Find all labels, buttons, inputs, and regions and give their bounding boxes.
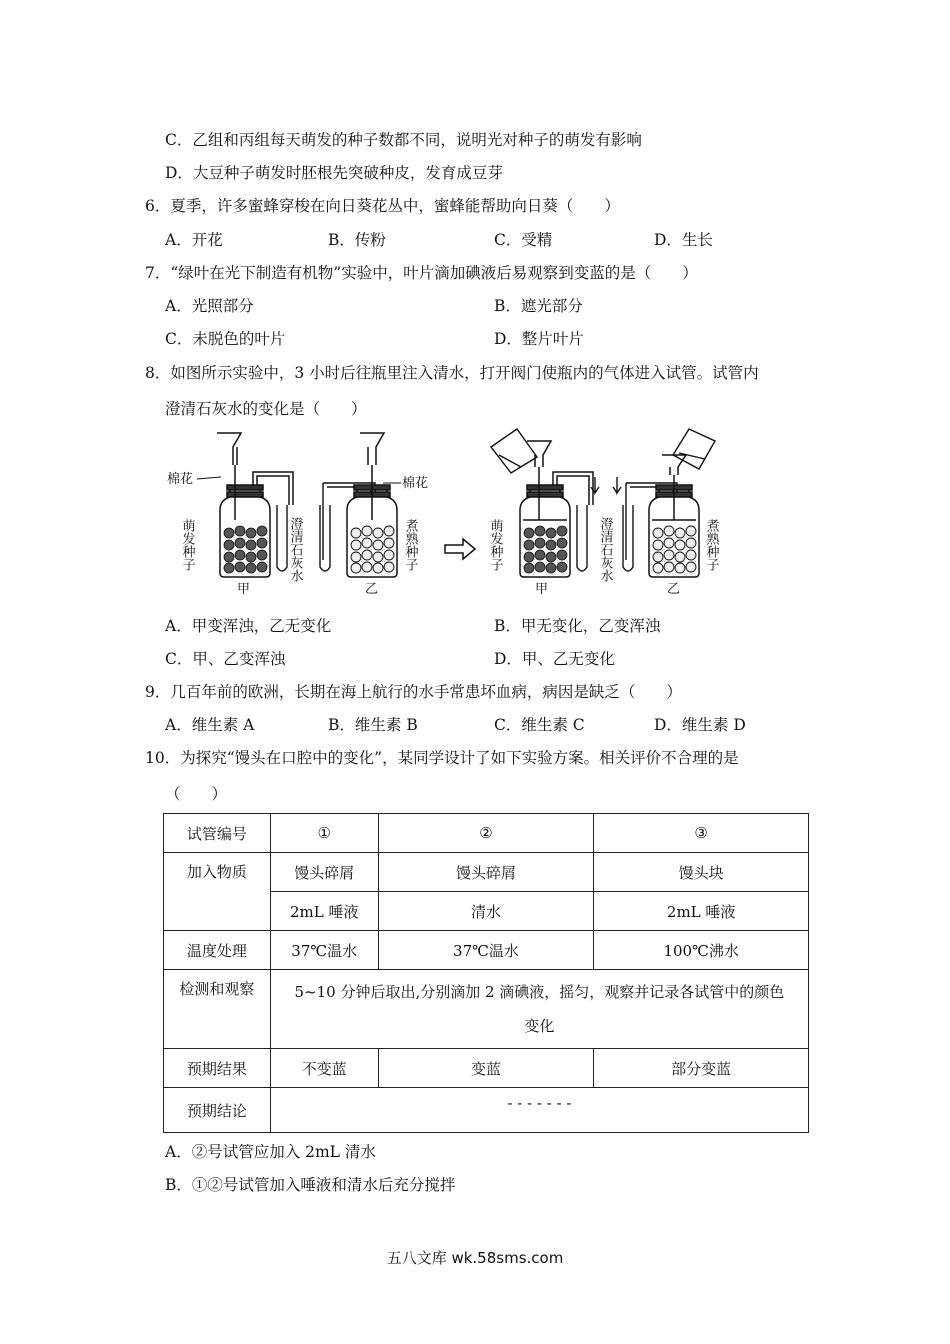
detect-line1: 5~10 分钟后取出,分别滴加 2 滴碘液，摇匀，观察并记录各试管中的颜色 (294, 983, 785, 1001)
label-jia-left: 甲 (237, 582, 251, 597)
q8-stem-line2: 澄清石灰水的变化是（ ） (165, 400, 367, 418)
table-cell: 100℃沸水 (594, 931, 809, 970)
table-cell: ③ (594, 814, 809, 853)
table-cell: ② (378, 814, 594, 853)
table-cell: 37℃温水 (270, 931, 378, 970)
q6-stem: 6．夏季，许多蜜蜂穿梭在向日葵花丛中，蜜蜂能帮助向日葵（ ） (145, 197, 620, 215)
q8-option-a: A．甲变浑浊，乙无变化 (165, 617, 332, 635)
table-cell: 馒头碎屑 (378, 853, 594, 892)
label-yi-left: 乙 (365, 582, 379, 597)
label-limewater-right: 澄清石灰水 (597, 517, 613, 582)
q10-stem-line2: （ ） (165, 785, 228, 803)
table-cell: 37℃温水 (378, 931, 594, 970)
q7-stem: 7．“绿叶在光下制造有机物”实验中，叶片滴加碘液后易观察到变蓝的是（ ） (145, 264, 698, 282)
table-cell: 预期结果 (164, 1049, 271, 1088)
q7-option-b: B．遮光部分 (494, 297, 583, 315)
q9-option-d: D．维生素 D (654, 716, 746, 734)
test-tube-right-1 (577, 477, 599, 571)
table-cell: 加入物质 (164, 853, 271, 931)
table-cell: 变蓝 (378, 1049, 594, 1088)
table-cell: 不变蓝 (270, 1049, 378, 1088)
table-cell: 清水 (378, 892, 594, 931)
q6-option-b: B．传粉 (328, 231, 386, 249)
q7-option-c: C．未脱色的叶片 (165, 330, 286, 348)
beaker-pour-right (673, 429, 715, 469)
table-cell: 馒头碎屑 (270, 853, 378, 892)
table-cell: 部分变蓝 (594, 1049, 809, 1088)
table-cell-detect (270, 970, 808, 1049)
label-cotton-left: 棉花 (167, 472, 194, 487)
label-cotton-right-left: 棉花 (402, 476, 429, 491)
table-cell: 温度处理 (164, 931, 271, 970)
table-row (164, 1088, 809, 1133)
q6-option-c: C．受精 (494, 231, 553, 249)
q9-option-b: B．维生素 B (328, 716, 418, 734)
table-row (164, 970, 809, 1049)
label-limewater-left: 澄清石灰水 (287, 517, 303, 582)
q6-option-a: A．开花 (165, 231, 223, 249)
q10-option-b: B．①②号试管加入唾液和清水后充分搅拌 (165, 1176, 456, 1194)
q6-option-d: D．生长 (654, 231, 713, 249)
table-row (164, 1049, 809, 1088)
page-footer: 五八文库 wk.58sms.com (386, 1249, 564, 1267)
detect-line2: 变化 (524, 1017, 555, 1035)
q8-option-d: D．甲、乙无变化 (494, 650, 615, 668)
q10-stem-line1: 10．为探究“馒头在口腔中的变化”，某同学设计了如下实验方案。相关评价不合理的是 (145, 749, 739, 767)
transition-arrow (445, 539, 475, 559)
q9-option-c: C．维生素 C (494, 716, 585, 734)
table-row (164, 853, 809, 892)
q8-option-c: C．甲、乙变浑浊 (165, 650, 286, 668)
q9-stem: 9．几百年前的欧洲，长期在海上航行的水手常患坏血病，病因是缺乏（ ） (145, 683, 682, 701)
table-cell: 试管编号 (164, 814, 271, 853)
q8-experiment-figure (165, 425, 725, 597)
seeds-yi-right (653, 526, 696, 573)
table-row (164, 931, 809, 970)
table-cell: 预期结论 (164, 1088, 271, 1133)
table-cell: 2mL 唾液 (270, 892, 378, 931)
table-cell: 检测和观察 (164, 970, 271, 1049)
table-cell: ① (270, 814, 378, 853)
seeds-yi-left (351, 526, 394, 573)
seeds-jia-left (224, 526, 267, 573)
q8-stem-line1: 8．如图所示实验中，3 小时后往瓶里注入清水，打开阀门使瓶内的气体进入试管。试管内 (145, 364, 759, 382)
beaker-pour-left (491, 429, 537, 473)
q9-option-a: A．维生素 A (165, 716, 255, 734)
q7-option-d: D．整片叶片 (494, 330, 584, 348)
q5-option-d: D．大豆种子萌发时胚根先突破种皮，发育成豆芽 (165, 164, 503, 182)
test-tube-left-1 (277, 505, 287, 571)
label-germinating-right: 萌发种子 (487, 519, 503, 571)
label-boiled-left: 煮熟种子 (402, 519, 418, 571)
table-row (164, 814, 809, 853)
table-cell: 2mL 唾液 (594, 892, 809, 931)
q10-option-a: A．②号试管应加入 2mL 清水 (165, 1143, 376, 1161)
seeds-jia-right (524, 526, 567, 573)
q10-experiment-table (163, 813, 809, 1133)
q8-option-b: B．甲无变化，乙变浑浊 (494, 617, 661, 635)
q7-option-a: A．光照部分 (165, 297, 254, 315)
table-cell: 馒头块 (594, 853, 809, 892)
label-boiled-right: 煮熟种子 (703, 519, 719, 571)
label-jia-right: 甲 (535, 582, 549, 597)
q5-option-c: C．乙组和丙组每天萌发的种子数都不同，说明光对种子的萌发有影响 (165, 131, 642, 149)
table-cell: - - - - - - - (270, 1088, 808, 1133)
label-yi-right: 乙 (667, 582, 681, 597)
label-germinating-left: 萌发种子 (179, 519, 195, 571)
